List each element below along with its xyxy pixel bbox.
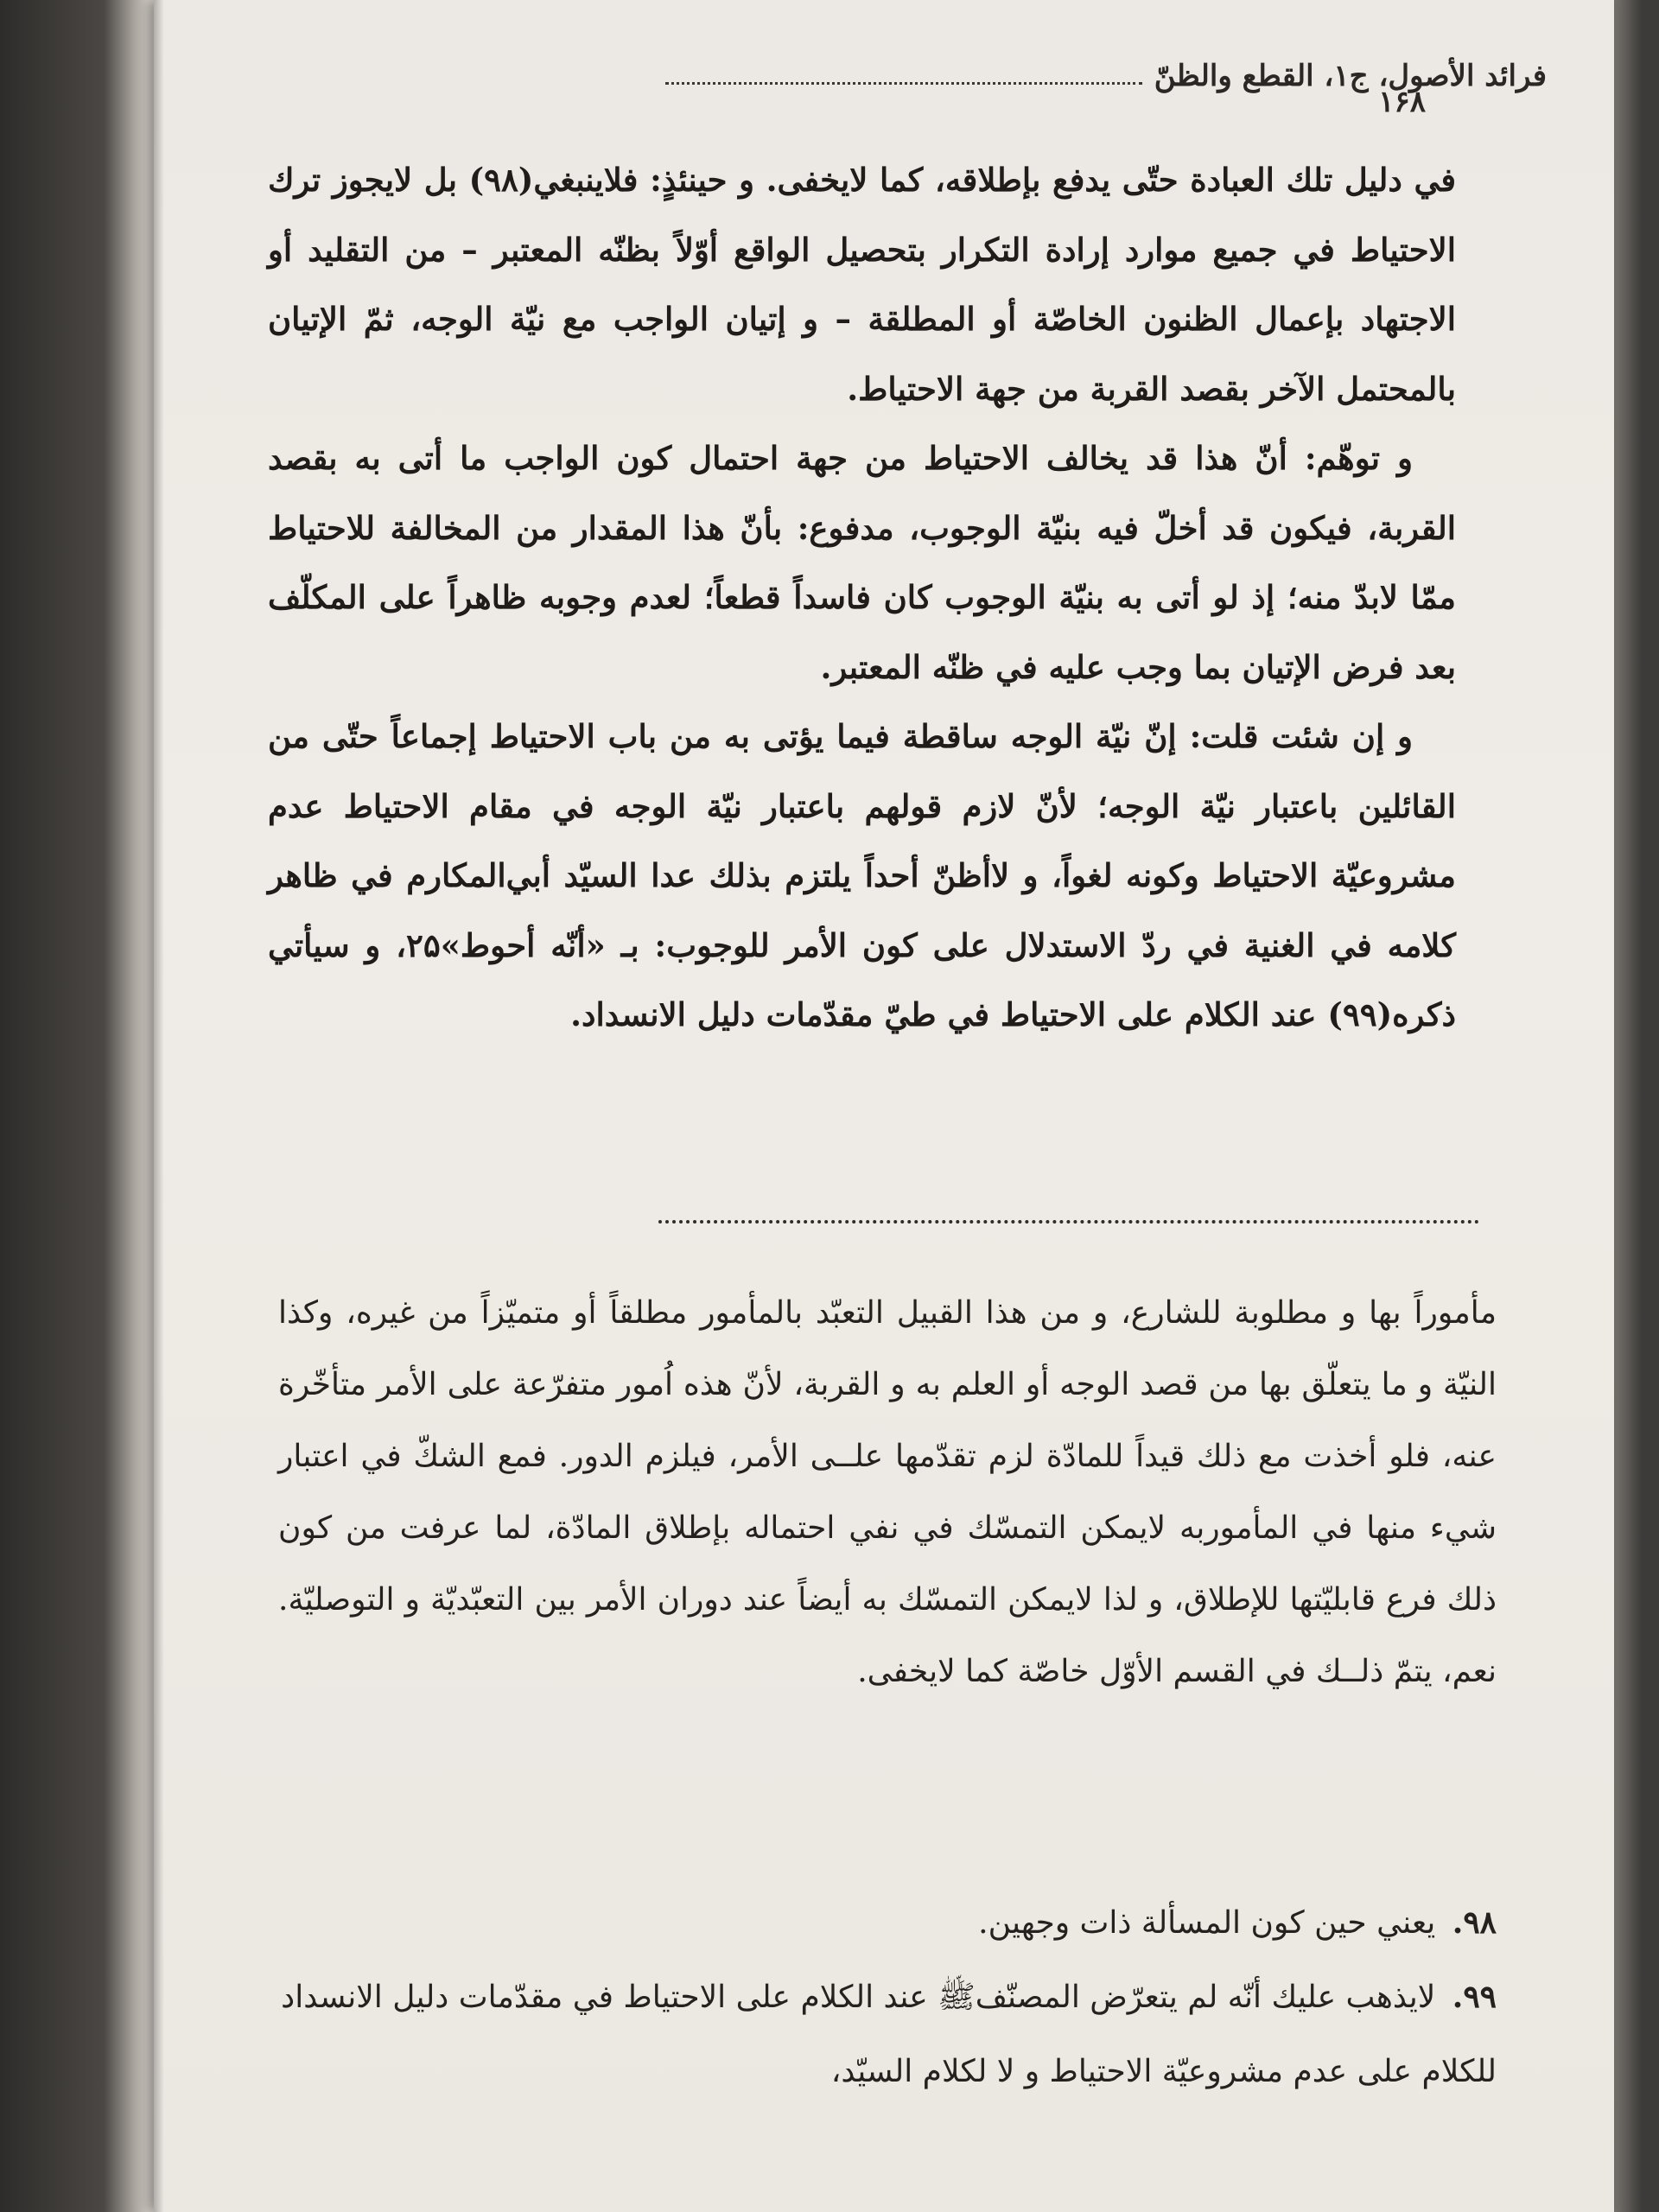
commentary-text [278, 1277, 1497, 1707]
main-paragraph-1: في دليل تلك العبادة حتّى يدفع بإطلاقه، كما لايخفى. و حينئذٍ: فلاينبغي(۹۸) بل لايجوز ترك الاحتياط في جميع موارد إرادة التكرار بتحصيل الواقع أوّلاً بظنّه المعتبر – من التقليد أو الاجتهاد بإعمال الظنون الخاصّة أو المطلقة – و إتيان الواجب مع نيّة الوجه، ثمّ الإتيان بالمحتمل الآخر بقصد القربة من جهة الاحتياط. [268, 161, 1457, 408]
header-title: فرائد الأصول، ج۱، القطع والظنّ [1154, 59, 1547, 93]
footnote-text: يعني حين كون المسألة ذات وجهين. [978, 1905, 1436, 1941]
page-spine-shadow [154, 0, 164, 2212]
footnote-text: لايذهب عليك أنّه لم يتعرّض المصنّف‌ﷺ عند الكلام على الاحتياط في مقدّمات دليل الانسداد للكلام على عدم مشروعيّة الاحتياط و لا لكلام السيّد، [281, 1980, 1497, 2089]
footnote-number: ۹۹. [1452, 1979, 1497, 2015]
footnote-separator [658, 1220, 1479, 1224]
main-paragraph-3: و إن شئت قلت: إنّ نيّة الوجه ساقطة فيما يؤتى به من باب الاحتياط إجماعاً حتّى من القائلين باعتبار نيّة الوجه؛ لأنّ لازم قولهم باعتبار نيّة الوجه في مقام الاحتياط عدم مشروعيّة الاحتياط وكونه لغواً، و لاأظنّ أحداً يلتزم بذلك عدا السيّد أبي‌المكارم في ظاهر كلامه في الغنية في ردّ الاستدلال على كون الأمر للوجوب: بـ «أنّه أحوط»۲۵، و سيأتي ذكره(۹۹) عند الكلام على الاحتياط في طيّ مقدّمات دليل الانسداد. [268, 717, 1456, 1033]
main-paragraph-2: و توهّم: أنّ هذا قد يخالف الاحتياط من جهة احتمال كون الواجب ما أتى به بقصد القربة، فيكون قد أخلّ فيه بنيّة الوجوب، مدفوع: بأنّ هذا المقدار من المخالفة للاحتياط ممّا لابدّ منه؛ إذ لو أتى به بنيّة الوجوب كان فاسداً قطعاً؛ لعدم وجوبه ظاهراً على المكلّف بعد فرض الإتيان بما وجب عليه في ظنّه المعتبر. [268, 439, 1456, 686]
footnote-99 [278, 1960, 1497, 2109]
page-number: ۱۶۸ [1378, 85, 1426, 119]
header-dotted-rule [665, 82, 1142, 85]
footnote-number: ۹۸. [1452, 1904, 1497, 1941]
commentary-paragraph: مأموراً بها و مطلوبة للشارع، و من هذا القبيل التعبّد بالمأمور مطلقاً أو متميّزاً من غيره، وكذا النيّة و ما يتعلّق بها من قصد الوجه أو العلم به و القربة، لأنّ هذه اُمور متفرّعة على الأمر متأخّرة عنه، فلو أخذت مع ذلك قيداً للمادّة لزم تقدّمها علــى الأمر، فيلزم الدور. فمع الشكّ في اعتبار شيء منها في المأموربه لايمكن التمسّك في نفي احتماله بإطلاق المادّة، لما عرفت من كون ذلك فرع قابليّتها للإطلاق، و لذا لايمكن التمسّك به أيضاً عند دوران الأمر بين التعبّديّة و التوصليّة. نعم، يتمّ ذلــك في القسم الأوّل خاصّة كما لايخفى. [278, 1295, 1497, 1689]
main-text [268, 145, 1456, 1050]
footnote-98 [278, 1885, 1497, 1961]
